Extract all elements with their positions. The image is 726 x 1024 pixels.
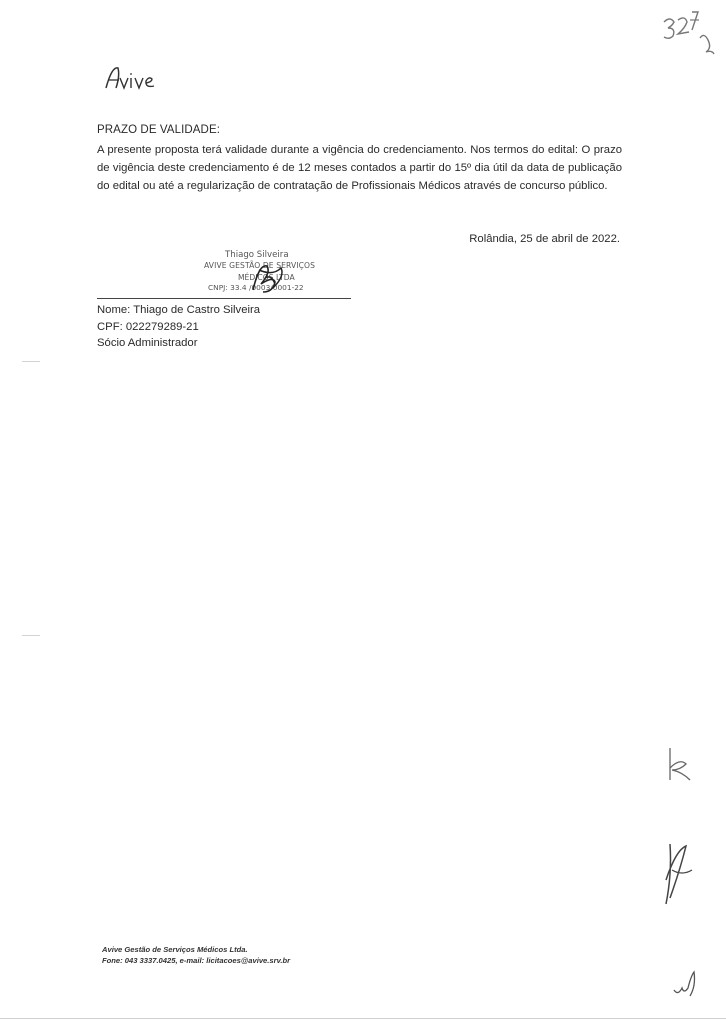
margin-mark [22,635,40,636]
handwritten-initial [664,746,700,786]
signer-block [97,302,260,352]
handwritten-initial [660,840,696,910]
handwritten-initial [672,968,702,1002]
signature-line [97,298,351,299]
company-stamp [190,244,350,296]
footer-contact: Fone: 043 3337.0425, e-mail: licitacoes@avive.srv.br [102,955,291,965]
bottom-rule [0,1018,726,1019]
avive-logo [104,64,164,94]
section-body: A presente proposta terá validade durante a vigência do credenciamento. Nos termos do edital: O prazo de vigência deste credenciamento é de 12 meses contados a partir do 15º dia útil da data de publicação do edital ou até a regularização de contratação de Profissionais Médicos através de concurso público. [97,144,622,193]
stamp-cnpj: CNPJ: 33.4 /0003/0001-22 [208,283,304,292]
signer-cpf: CPF: 022279289-21 [97,320,199,333]
footer [102,945,290,966]
date-line: Rolândia, 25 de abril de 2022. [469,233,620,245]
signer-role: Sócio Administrador [97,337,198,349]
handwritten-page-number [660,8,720,58]
footer-company: Avive Gestão de Serviços Médicos Ltda. [102,945,248,954]
stamp-company-line1: AVIVE GESTÃO DE SERVIÇOS [204,261,316,270]
margin-mark [22,361,40,362]
signer-name: Nome: Thiago de Castro Silveira [97,304,261,316]
section-heading: PRAZO DE VALIDADE: [97,124,221,136]
stamp-company-line2: MÉDICOS LTDA [238,273,295,282]
stamp-name: Thiago Silveira [225,250,289,260]
handwritten-signature [235,256,305,298]
